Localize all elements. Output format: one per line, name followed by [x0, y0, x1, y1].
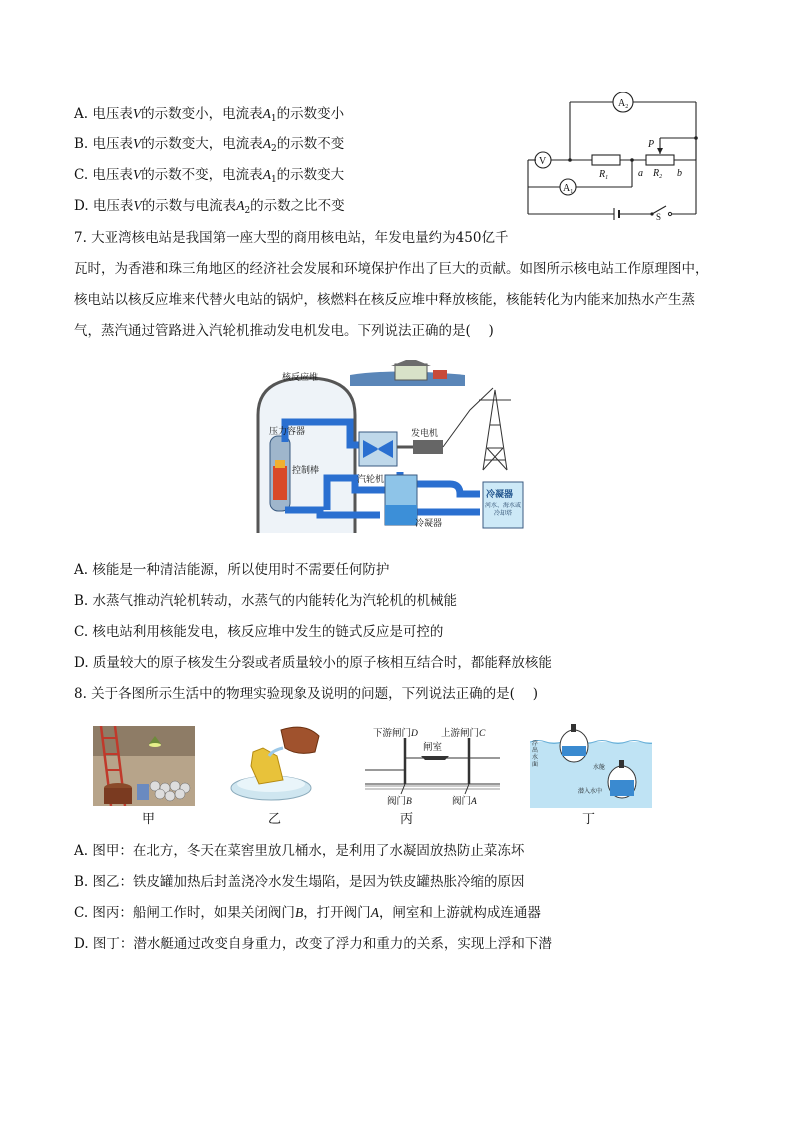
switch-s-label: S	[656, 212, 662, 220]
resistor-r1-label: $R_1$	[599, 169, 609, 181]
caption-ding: 丁	[582, 812, 596, 827]
figure-jia	[93, 726, 195, 806]
q7-stem-line2: 瓦时，为香港和珠三角地区的经济社会发展和环境保护作出了巨大的贡献。如图所示核电站工作原理图中，	[74, 261, 709, 277]
resistor-r2-label: $R_2$	[653, 168, 663, 180]
label-gate-b: 阀门B	[387, 796, 412, 807]
q7-option-c: C. 核电站利用核能发电，核反应堆中发生的链式反应是可控的	[74, 624, 444, 640]
circuit-diagram	[522, 92, 702, 220]
label-ship: 水舱	[593, 764, 606, 771]
label-up-gate: 上游闸门C	[441, 728, 486, 739]
q6-option-c: C. 电压表V的示数不变，电流表$A_1$的示数变大	[74, 167, 345, 185]
label-condenser-box: 冷凝器	[486, 490, 514, 500]
label-chamber: 闸室	[423, 742, 443, 753]
point-b-label: b	[677, 168, 682, 179]
label-dive: 潜入水中	[578, 788, 603, 795]
label-reactor: 核反应堆	[282, 373, 319, 383]
q6-option-b: B. 电压表V的示数变大，电流表$A_2$的示数不变	[74, 136, 345, 154]
q6-option-a: A. 电压表V的示数变小，电流表$A_1$的示数变小	[74, 106, 345, 124]
label-float: 浮出水面	[532, 740, 539, 768]
label-gate-a: 阀门A	[452, 796, 477, 807]
q7-option-d: D. 质量较大的原子核发生分裂或者质量较小的原子核相互结合时，都能释放核能	[74, 655, 552, 671]
q6-option-d: D. 电压表V的示数与电流表$A_2$的示数之比不变	[74, 198, 345, 216]
label-water-note: 河水、海水或冷却塔	[484, 502, 521, 517]
label-down-gate: 下游闸门D	[373, 728, 418, 739]
q7-stem-line4: 气，蒸汽通过管路进入汽轮机推动发电机发电。下列说法正确的是( )	[74, 323, 494, 339]
q7-stem-line3: 核电站以核反应堆来代替火电站的锅炉，核燃料在核反应堆中释放核能，核能转化为内能来加热水产生蒸	[74, 292, 695, 308]
label-control-rod: 控制棒	[292, 466, 320, 476]
q7-stem-line1: 7. 大亚湾核电站是我国第一座大型的商用核电站，年发电量约为450亿千	[74, 230, 509, 246]
point-a-label: a	[638, 168, 643, 179]
label-generator: 发电机	[411, 429, 439, 439]
q8-option-a: A. 图甲：在北方，冬天在菜窖里放几桶水，是利用了水凝固放热防止菜冻坏	[74, 843, 525, 859]
ammeter-a2-label: $A_2$	[618, 98, 629, 110]
ammeter-a1-label: $A_1$	[563, 183, 574, 195]
q7-option-a: A. 核能是一种清洁能源，所以使用时不需要任何防护	[74, 562, 390, 578]
figure-yi	[225, 722, 325, 806]
caption-bing: 丙	[400, 812, 414, 827]
q8-stem: 8. 关于各图所示生活中的物理实验现象及说明的问题，下列说法正确的是( )	[74, 686, 538, 702]
label-turbine: 汽轮机	[357, 475, 385, 485]
figure-ding	[530, 722, 652, 808]
caption-yi: 乙	[268, 812, 282, 827]
label-condenser: 冷凝器	[415, 519, 443, 529]
slider-p-label: P	[648, 139, 655, 150]
q8-option-c: C. 图丙：船闸工作时，如果关闭阀门B，打开阀门A，闸室和上游就构成连通器	[74, 905, 541, 921]
label-pressure-vessel: 压力容器	[269, 427, 306, 437]
caption-jia: 甲	[142, 812, 156, 827]
q7-option-b: B. 水蒸气推动汽轮机转动，水蒸气的内能转化为汽轮机的机械能	[74, 593, 458, 609]
q8-option-d: D. 图丁：潜水艇通过改变自身重力，改变了浮力和重力的关系，实现上浮和下潜	[74, 936, 552, 952]
nuclear-plant-diagram	[255, 360, 537, 535]
q8-option-b: B. 图乙：铁皮罐加热后封盖浇冷水发生塌陷，是因为铁皮罐热胀冷缩的原因	[74, 874, 525, 890]
figure-bing	[365, 724, 500, 808]
voltmeter-label: V	[539, 156, 547, 167]
